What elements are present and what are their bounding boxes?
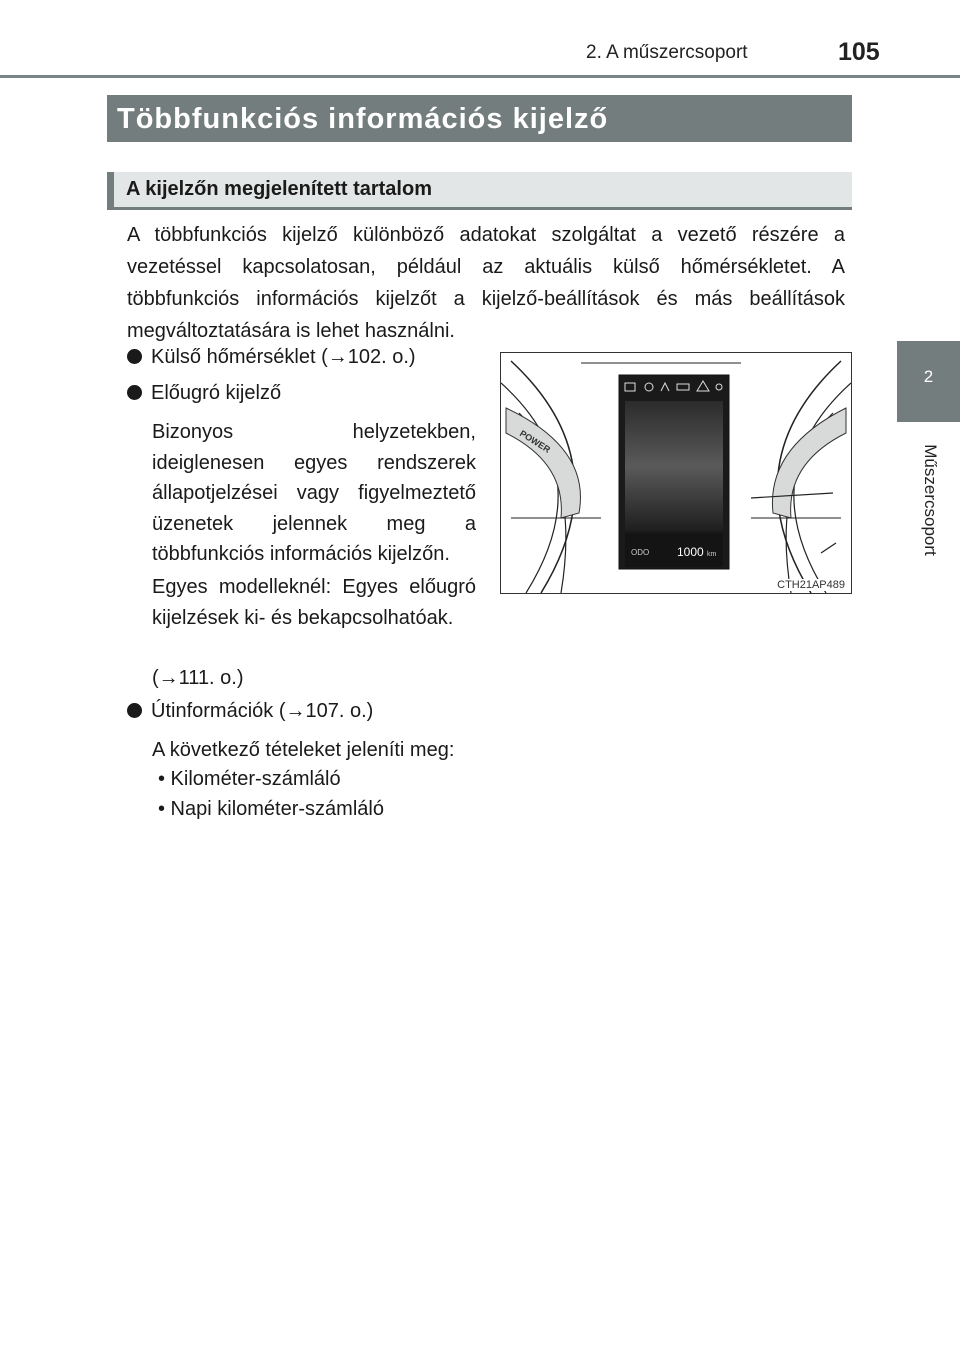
chapter-tab-number: 2 [923, 367, 934, 386]
chapter-tab [897, 341, 960, 422]
bullet-outside-temp [127, 342, 416, 372]
popup-description: Bizonyos helyzetekben, ideiglenesen egyes rendszerek állapotjelzései vagy figyelmeztető üzenetek jelennek meg a többfunkciós információs kijelzőn. [152, 421, 476, 565]
instrument-cluster-illustration [500, 352, 852, 594]
header-divider [0, 75, 960, 78]
bullet-dot-icon [127, 349, 142, 364]
bullet-text: Előugró kijelző [151, 382, 282, 404]
odo-unit: km [707, 551, 717, 558]
bullet-text: Útinformációk (→107. o.) [151, 700, 374, 722]
odo-label: ODO [631, 548, 650, 557]
bullet-popup-display [127, 378, 281, 408]
bullet-text: Külső hőmérséklet (→102. o.) [151, 346, 416, 368]
section-heading: A kijelzőn megjelenített tartalom [126, 178, 432, 200]
section-heading-bar [107, 172, 852, 210]
bullet-trip-info [127, 696, 373, 726]
power-gauge-label: POWER [517, 428, 553, 455]
chapter-side-label: Műszercsoport [921, 444, 940, 556]
figure-code: CTH21AP489 [777, 579, 845, 591]
page-title: Többfunkciós információs kijelző [117, 103, 609, 135]
list-item: • Napi kilométer-számláló [158, 798, 384, 820]
page-number: 105 [838, 38, 880, 66]
intro-paragraph: A többfunkciós kijelző különböző adatokat szolgáltat a vezető részére a vezetéssel kapcsolatosan, például az aktuális külső hőmérsékletet. A többfunkciós információs kijelzőt a kijelző-beállítások és más beállítások megváltoztatására is lehet használni. [127, 224, 845, 342]
bullet-dot-icon [127, 703, 142, 718]
popup-model-note: Egyes modelleknél: Egyes előugró kijelzések ki- és bekapcsolhatóak. [152, 576, 476, 629]
cluster-drawing [501, 353, 851, 593]
odo-value: 1000 [677, 545, 704, 559]
page-title-bar [107, 95, 852, 142]
trip-info-intro: A következő tételeket jeleníti meg: [152, 739, 455, 761]
list-item: • Kilométer-számláló [158, 768, 341, 790]
header-section-title: 2. A műszercsoport [586, 42, 748, 63]
bullet-dot-icon [127, 385, 142, 400]
popup-page-ref: (→111. o.) [152, 667, 244, 689]
